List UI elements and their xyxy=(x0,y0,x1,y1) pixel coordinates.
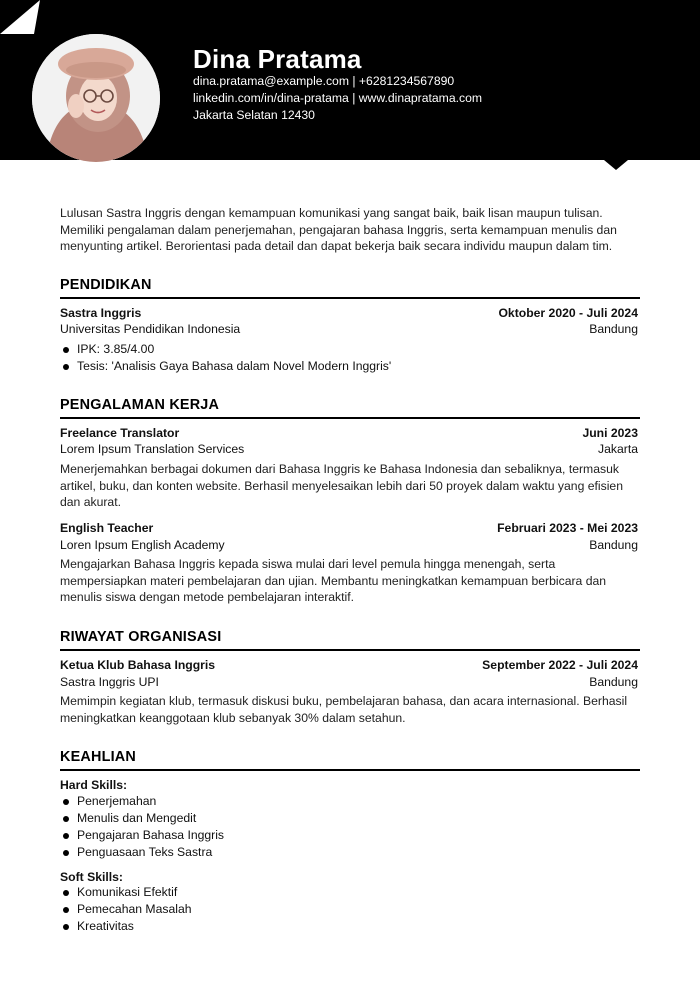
list-item: IPK: 3.85/4.00 xyxy=(60,341,391,358)
organization-role: Ketua Klub Bahasa Inggris xyxy=(60,658,216,672)
job-company: Lorem Ipsum Translation Services xyxy=(60,442,245,456)
job-period: Juni 2023 xyxy=(582,426,638,440)
list-item: Menulis dan Mengedit xyxy=(60,810,224,827)
hard-skills-list xyxy=(60,793,224,861)
job-description: Menerjemahkan berbagai dokumen dari Bahasa Inggris ke Bahasa Indonesia dan sebaliknya, termasuk artikel, buku, dan konten website. Berhasil menyelesaikan lebih dari 50 proyek dalam waktu yang efisien dan akurat. xyxy=(60,462,623,509)
list-item: Tesis: 'Analisis Gaya Bahasa dalam Novel Modern Inggris' xyxy=(60,358,391,375)
organization-name: Sastra Inggris UPI xyxy=(60,675,159,689)
list-item: Pemecahan Masalah xyxy=(60,901,192,918)
education-school: Universitas Pendidikan Indonesia xyxy=(60,322,241,336)
organization-description: Memimpin kegiatan klub, termasuk diskusi buku, pembelajaran bahasa, dan acara internasional. Berhasil meningkatkan keanggotaan klub sebanyak 30% dalam setahun. xyxy=(60,694,628,725)
job-header-row xyxy=(60,521,638,535)
section-title-organization: RIWAYAT ORGANISASI xyxy=(60,629,640,651)
list-item: Kreativitas xyxy=(60,918,192,935)
education-bullets xyxy=(60,341,391,375)
organization-city: Bandung xyxy=(589,675,638,689)
portrait-illustration xyxy=(32,34,160,162)
education-header-row xyxy=(60,306,638,320)
hard-skills-label: Hard Skills: xyxy=(60,778,128,792)
job-header-row xyxy=(60,426,638,440)
job-role: English Teacher xyxy=(60,521,154,535)
contact-links: linkedin.com/in/dina-pratama | www.dinapratama.com xyxy=(193,91,483,105)
education-period: Oktober 2020 - Juli 2024 xyxy=(498,306,638,320)
section-title-education: PENDIDIKAN xyxy=(60,277,640,299)
list-item: Penguasaan Teks Sastra xyxy=(60,844,224,861)
soft-skills-list xyxy=(60,884,192,935)
job-company-row xyxy=(60,442,638,456)
soft-skills-label: Soft Skills: xyxy=(60,870,123,884)
profile-photo xyxy=(32,34,160,162)
education-degree: Sastra Inggris xyxy=(60,306,142,320)
section-title-skills: KEAHLIAN xyxy=(60,749,640,771)
contact-email-phone: dina.pratama@example.com | +6281234567890 xyxy=(193,74,455,88)
education-school-row xyxy=(60,322,638,336)
job-city: Jakarta xyxy=(598,442,638,456)
job-city: Bandung xyxy=(589,538,638,552)
section-title-experience: PENGALAMAN KERJA xyxy=(60,397,640,419)
candidate-name: Dina Pratama xyxy=(193,44,362,74)
job-company-row xyxy=(60,538,638,552)
education-city: Bandung xyxy=(589,322,638,336)
organization-period: September 2022 - Juli 2024 xyxy=(482,658,638,672)
profile-summary: Lulusan Sastra Inggris dengan kemampuan komunikasi yang sangat baik, baik lisan maupun tulisan. Memiliki pengalaman dalam penerjemahan, pengajaran bahasa Inggris, serta kemampuan menulis dan menyunting artikel. Berorientasi pada detail dan dapat bekerja baik secara individu maupun dalam tim. xyxy=(60,206,617,253)
job-company: Loren Ipsum English Academy xyxy=(60,538,225,552)
list-item: Penerjemahan xyxy=(60,793,224,810)
job-description: Mengajarkan Bahasa Inggris kepada siswa mulai dari level pemula hingga menengah, serta mempersiapkan materi pembelajaran dan ujian. Membantu meningkatkan kemampuan berbicara dan menulis siswa dengan metode pembelajaran interaktif. xyxy=(60,557,607,604)
job-period: Februari 2023 - Mei 2023 xyxy=(497,521,638,535)
organization-header-row xyxy=(60,658,638,672)
list-item: Pengajaran Bahasa Inggris xyxy=(60,827,224,844)
list-item: Komunikasi Efektif xyxy=(60,884,192,901)
organization-name-row xyxy=(60,675,638,689)
job-role: Freelance Translator xyxy=(60,426,180,440)
contact-address: Jakarta Selatan 12430 xyxy=(193,108,315,122)
